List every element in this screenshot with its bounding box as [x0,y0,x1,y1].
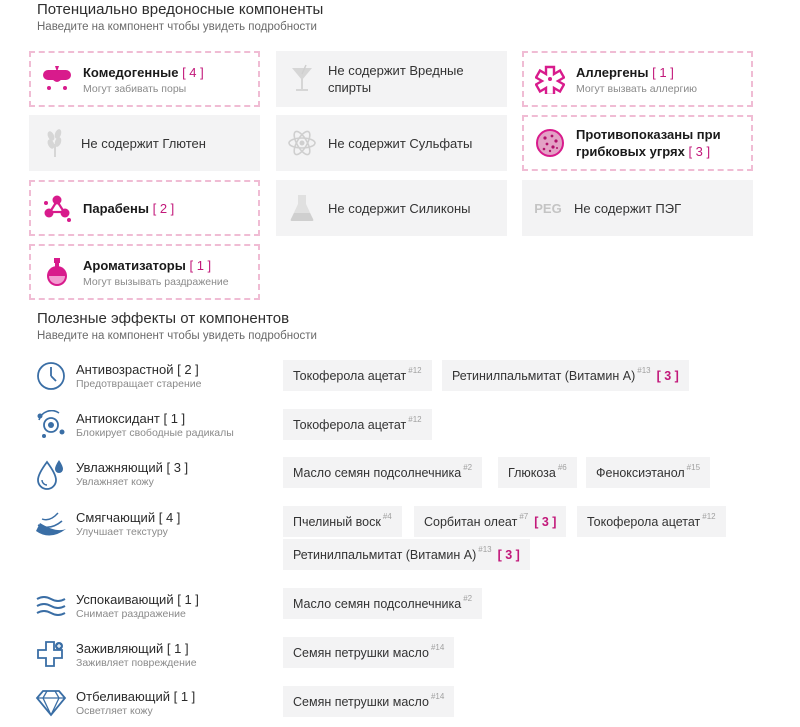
chip-label: Токоферола ацетат [587,514,701,529]
ingredient-chip[interactable] [283,457,482,488]
ingredient-chip[interactable] [586,457,710,488]
card-peg[interactable] [522,180,753,236]
effect-moisturizing[interactable] [34,457,188,497]
card-name: Не содержит Вредные спирты [328,63,464,95]
peg-icon: PEG [534,200,562,216]
comedogenic-icon [41,63,73,95]
chip-number: #2 [463,594,473,603]
flask-icon [286,192,318,224]
effect-count: [ 1 ] [173,689,196,704]
feather-icon [34,507,68,541]
chip-number: #14 [430,692,445,701]
chip-number: #13 [637,366,651,375]
card-name: Не содержит Сульфаты [328,135,473,151]
chip-number: #7 [519,512,529,521]
card-allergens[interactable] [522,51,753,107]
card-alcohol[interactable] [276,51,507,107]
diamond-icon [34,686,68,720]
card-name: Комедогенные [83,64,179,80]
card-count: [ 2 ] [152,200,175,216]
effect-whitening[interactable] [34,686,195,726]
chip-number: #12 [408,415,422,424]
card-desc: Могут вызывать раздражение [83,275,229,288]
card-parabens[interactable] [29,180,260,236]
effect-softening[interactable] [34,507,180,547]
chip-label: Токоферола ацетат [293,368,407,383]
effect-name: Антиоксидант [76,411,160,426]
ingredient-chip[interactable] [283,409,432,440]
ingredient-chip[interactable] [283,637,454,668]
effect-desc: Улучшает текстуру [76,526,168,538]
effect-count: [ 3 ] [166,460,189,475]
useful-section-title: Полезные эффекты от компонентов [37,310,290,327]
chip-label: Масло семян подсолнечника [293,596,462,611]
clock-icon [34,359,68,393]
effect-desc: Предотвращает старение [76,378,202,390]
effect-name: Антивозрастной [76,362,174,377]
card-count: [ 3 ] [688,144,711,159]
card-comedogenic[interactable] [29,51,260,107]
effect-name: Заживляющий [76,641,164,656]
chip-label: Пчелиный воск [293,514,381,529]
effect-count: [ 1 ] [177,592,199,607]
ingredient-chip[interactable] [442,360,689,391]
ingredient-chip[interactable] [283,686,454,717]
chip-label: Глюкоза [508,465,556,480]
effect-count: [ 2 ] [177,362,199,377]
card-name: Не содержит Силиконы [328,200,471,216]
drops-icon [34,457,68,491]
card-fragrances[interactable] [29,244,260,300]
chip-label: Феноксиэтанол [596,465,685,480]
ingredient-chip[interactable] [283,588,482,619]
card-desc: Могут забивать поры [83,82,187,95]
cross-icon [34,638,68,672]
chip-flag: [ 3 ] [656,368,679,383]
chip-number: #12 [408,366,422,375]
chip-label: Ретинилпальмитат (Витамин А) [293,547,477,562]
card-sulfates[interactable] [276,115,507,171]
card-name: Парабены [83,200,149,216]
chip-number: #15 [686,463,701,472]
effect-soothing[interactable] [34,589,199,629]
allergen-icon [534,63,566,95]
card-name: Не содержит Глютен [81,135,206,151]
chip-number: #4 [382,512,392,521]
chip-label: Ретинилпальмитат (Витамин А) [452,368,636,383]
ingredient-chip[interactable] [577,506,726,537]
chip-label: Семян петрушки масло [293,645,429,660]
useful-section-subtitle: Наведите на компонент чтобы увидеть подробности [37,330,317,342]
card-name: Ароматизаторы [83,257,186,273]
chip-flag: [ 3 ] [534,514,557,529]
chip-label: Масло семян подсолнечника [293,465,462,480]
chip-number: #12 [702,512,716,521]
antioxidant-icon [34,408,68,442]
effect-count: [ 1 ] [163,411,186,426]
effect-name: Смягчающий [76,510,156,525]
effect-desc: Увлажняет кожу [76,476,154,488]
chip-flag: [ 3 ] [497,547,520,562]
effect-name: Отбеливающий [76,689,170,704]
card-count: [ 4 ] [182,64,204,80]
card-name: Аллергены [576,64,649,80]
perfume-icon [41,256,73,288]
effect-desc: Снимает раздражение [76,608,186,620]
card-fungal-acne[interactable] [522,115,753,171]
card-count: [ 1 ] [189,257,212,273]
cocktail-icon [286,63,318,95]
effect-count: [ 1 ] [166,641,189,656]
effect-desc: Осветляет кожу [76,705,153,717]
card-name: Противопоказаны при грибковых угрях [576,127,721,159]
ingredient-chip[interactable] [283,506,402,537]
card-desc: Могут вызвать аллергию [576,82,698,95]
effect-name: Успокаивающий [76,592,174,607]
effect-healing[interactable] [34,638,197,678]
harmful-section-subtitle: Наведите на компонент чтобы увидеть подробности [37,21,317,33]
card-count: [ 1 ] [652,64,674,80]
card-silicones[interactable] [276,180,507,236]
chip-label: Сорбитан олеат [424,514,518,529]
waves-icon [34,589,68,623]
chip-label: Токоферола ацетат [293,417,407,432]
effect-anti-age[interactable] [34,359,201,399]
chip-number: #2 [463,463,473,472]
ingredient-chip[interactable] [283,360,432,391]
chip-number: #14 [430,643,445,652]
fungal-icon [534,127,566,159]
effect-antioxidant[interactable] [34,408,234,448]
ingredient-chip[interactable] [283,539,530,570]
wheat-icon [39,127,71,159]
molecule-icon [41,192,73,224]
effect-desc: Блокирует свободные радикалы [76,427,234,439]
effect-count: [ 4 ] [158,510,181,525]
chip-label: Семян петрушки масло [293,694,429,709]
card-name: Не содержит ПЭГ [574,200,682,216]
ingredient-chip[interactable] [414,506,566,537]
ingredient-chip[interactable] [498,457,577,488]
effect-desc: Заживляет повреждение [76,657,197,669]
effect-name: Увлажняющий [76,460,163,475]
card-gluten[interactable] [29,115,260,171]
harmful-section-title: Потенциально вредоносные компоненты [37,1,324,18]
atom-icon [286,127,318,159]
chip-number: #13 [478,545,492,554]
chip-number: #6 [557,463,567,472]
